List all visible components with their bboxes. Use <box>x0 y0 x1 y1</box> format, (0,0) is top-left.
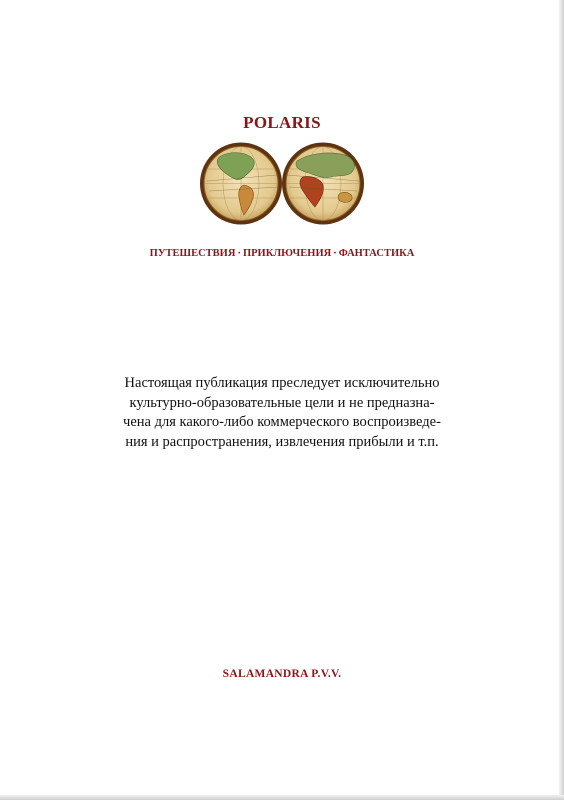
series-subtitle <box>0 248 564 259</box>
notice-line: ния и распространения, извлечения прибыли и т.п. <box>125 433 439 450</box>
copyright-notice <box>0 374 564 452</box>
series-travel: ПУТЕШЕСТВИЯ <box>149 248 236 259</box>
notice-line: Настоящая публикация преследует исключительно <box>124 375 440 391</box>
series-fantasy: ФАНТАСТИКА <box>338 248 415 259</box>
notice-line: чена для какого-либо коммерческого воспроизведе- <box>123 414 441 430</box>
publisher-name: SALAMANDRA P.V.V. <box>222 668 342 680</box>
world-map-logo-icon <box>199 141 365 226</box>
series-separator: · <box>237 248 241 259</box>
series-separator: · <box>333 248 337 259</box>
series-adventure: ПРИКЛЮЧЕНИЯ <box>242 248 332 259</box>
brand-title: POLARIS <box>243 113 321 132</box>
page-edge-shadow <box>0 795 564 800</box>
notice-line: культурно-образовательные цели и не предназна- <box>129 394 435 411</box>
page-edge-shadow <box>559 0 564 800</box>
western-hemisphere-icon <box>200 143 282 225</box>
eastern-hemisphere-icon <box>282 143 364 225</box>
